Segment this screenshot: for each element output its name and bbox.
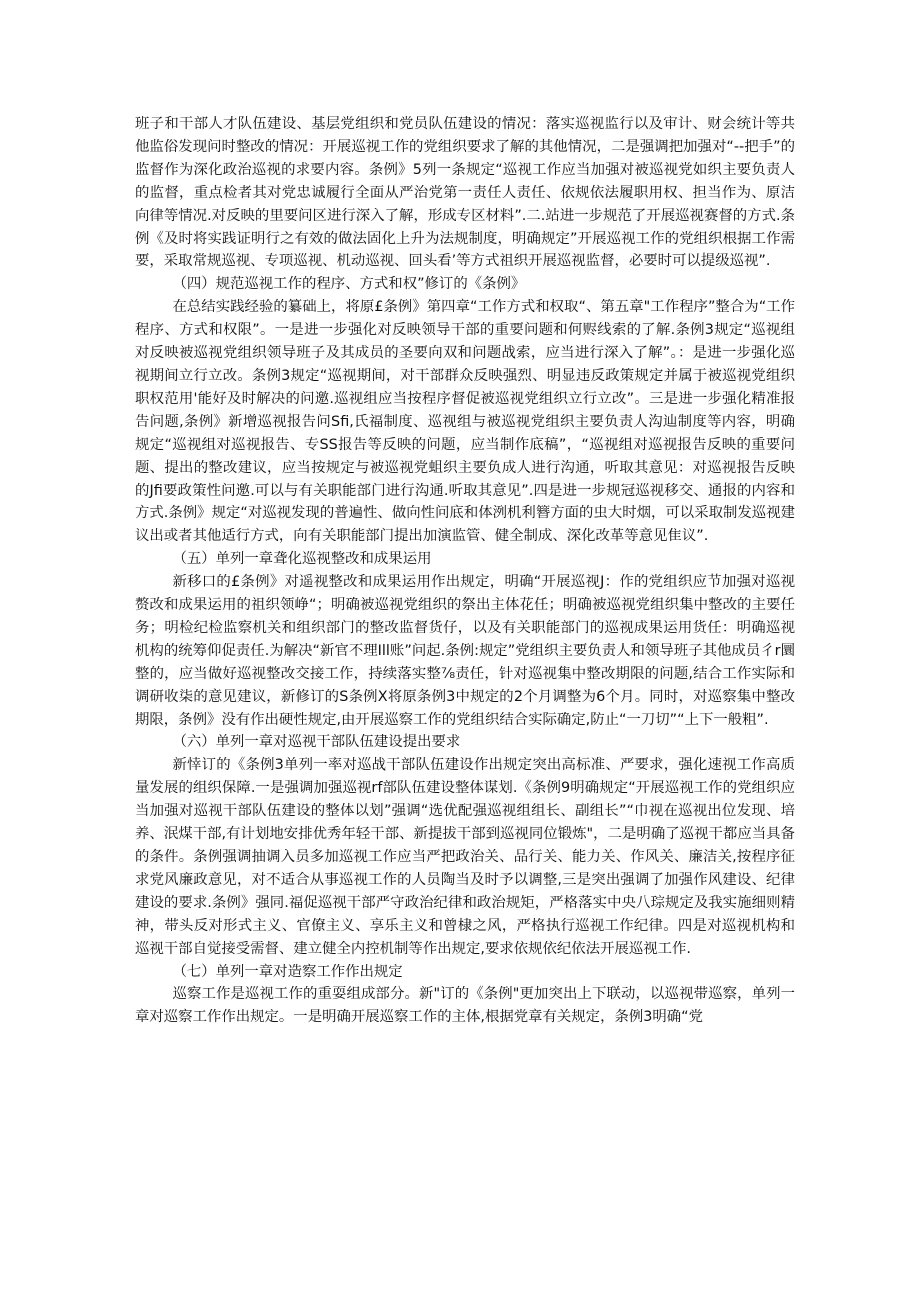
- document-page: [135, 113, 795, 1029]
- paragraph-3: 新移口的£条例》对遥视整改和成果运用作出规定，明确“开展巡视J：作的党组织应节加强对巡视赘改和成果运用的祖织领峥“；明确被巡视党组织的祭出主体花任；明确被巡视党组织集中整改的主要任务；明检纪检监察机关和组织部门的整改监督货仔，以及有关职能部门的巡视成果运用货任：明确巡视机构的统筹仰促责任.为解决“新官不理Ill账”问起.条例:规定”党组织主要负责人和领导班子其他成员彳r圜整的，应当做好巡视整改交接工作，持续落实整⅞责任，针对巡视集中整改期限的问题,结合工作实际和调研收柒的意见建议，新修订的S条例X将原条例3中规定的2个月调整为6个月。同时，对巡察集中整改期限，条例》没有作出硬性规定,由开展巡察工作的党组织结合实际确定,防止“一刀切”“上下一般粗”.: [135, 574, 795, 728]
- section-heading-7: （七）单列一章对造察工作作出规定: [172, 963, 403, 980]
- paragraph-2: 在总结实践经验的纂础上，将原£条例》第四章“工作方式和权取“、第五章"工作程序”整合为“工作程序、方式和权限”。一是进一步强化对反映领导干部的重要问题和何赆线索的了解.条例3规定“巡视组对反映被巡视党组织领导班子及其成员的圣要向双和问题战索，应当进行深入了解”。：是进一步强化巡视期间立行立改。条例3规定“巡视期间，对干部群众反映强烈、明显违反政策规定并属于被巡视党组织职权范用'能好及时解决的问邀.巡视组应当按程序督促被巡视党组织立行立改”。三是进一步强化精准报告问题,条例》新增巡视报告问Sfi,氏福制度、巡视组与被巡视党组织主要负责人沟辿制度等内容，明确规定“巡视组对巡视报告、专SS报告等反映的问题，应当制作底稿”，“巡视组对巡视报告反映的重要问题、提出的整改建议，应当按规定与被巡视党蛆织主要负成人进行沟通，听取其意见：对巡视报告反映的Jfi要政策性问邀.可以与有关职能部门进行沟通.听取其意见”.四是进一步规冠巡视移交、通报的内容和方式.条例》规定“对巡视发现的普遍性、做向性问底和体洌机利簪方面的虫大时烟，可以采取制发巡视建议出或者其他适行方式，向有关职能部门提出加演监管、健全制成、深化改革等意见隹议”.: [135, 299, 795, 545]
- paragraph-5: 巡察工作是巡视工作的重耍组成部分。新"订的《条例"更加突出上下联动，以巡视带巡察，单列一章对巡察工作作出规定。一是明确开展巡察工作的主体,根据党章有关规定，条例3明确“党: [135, 986, 795, 1026]
- paragraph-4: 新悻订的《条例3单列一率对巡战干部队伍建设作出规定突出高标准、严要求，强化速视工作高质量发展的组织保障.一是强调加强巡视rf部队伍建设整体谋划.《条例9明确规定“开展巡视工作的党组织应当加强对巡视干部队伍建设的整体以划”强调“选优配强巡视组组长、副组长”“巾视在巡视出位发现、培养、泯煤干部,有计划地安排优秀年轻干部、新提拔干部到巡视同位锻炼"，二是明确了巡视干都应当具备的条件。条例强调抽调入员多加巡视工作应当严把政治关、品行关、能力关、作风关、廉洁关,按程序征求党风廉政意见，对不适合从事巡视工作的人员陶当及时予以调整,三是突出强调了加强作风建设、纪律建设的要求.条例》强同.福促巡视干部严守政治纪律和政治规矩，严格落实中央八琮规定及我实施细则精神，带头反对形式主义、官僚主义、享乐主义和曾棣之风，严格执行巡视工作纪律。四是对巡视机构和巡视干部自觉接受需督、建立健全内控机制等作出规定,要求依规依纪依法开展巡视工作.: [135, 757, 795, 957]
- section-heading-6: （六）单列一章对巡视干部队伍建设提出要求: [172, 734, 461, 751]
- section-heading-5: （五）单列一章聋化巡视整改和成果运用: [172, 551, 432, 568]
- paragraph-1: 班子和干部人才队伍建设、基层党组织和党员队伍建设的情况：落实巡视监行以及审计、财会统计等共他监俗发现问时整改的情况：开展巡视工作的党组织要求了解的其他情况，二是强调把加强对“--把手”的监督作为深化政治巡视的求要内容。条例》5列一条规定“巡视工作应当加强对被巡视党如织主要负责人的监督，重点检者其对党忠诚履行全面从严治党第一责任人责任、依规依法履职用权、担当作为、原洁向律等情况.对反映的里要问区进行深入了解，形成专区材料”.二.站进一步规范了开展巡视赛督的方式.条例《及时将实践证明行之有效的做法固化上升为法规制度，明确规定”开展巡视工作的党组织根据工作需要，采取常规巡视、专项巡视、机动巡视、回头看’等方式祖织开展巡视监督，必要时可以提级巡视”.: [135, 116, 795, 270]
- section-heading-4: （四）规范巡视工作的程序、方式和权”修订的《条例》: [172, 276, 526, 293]
